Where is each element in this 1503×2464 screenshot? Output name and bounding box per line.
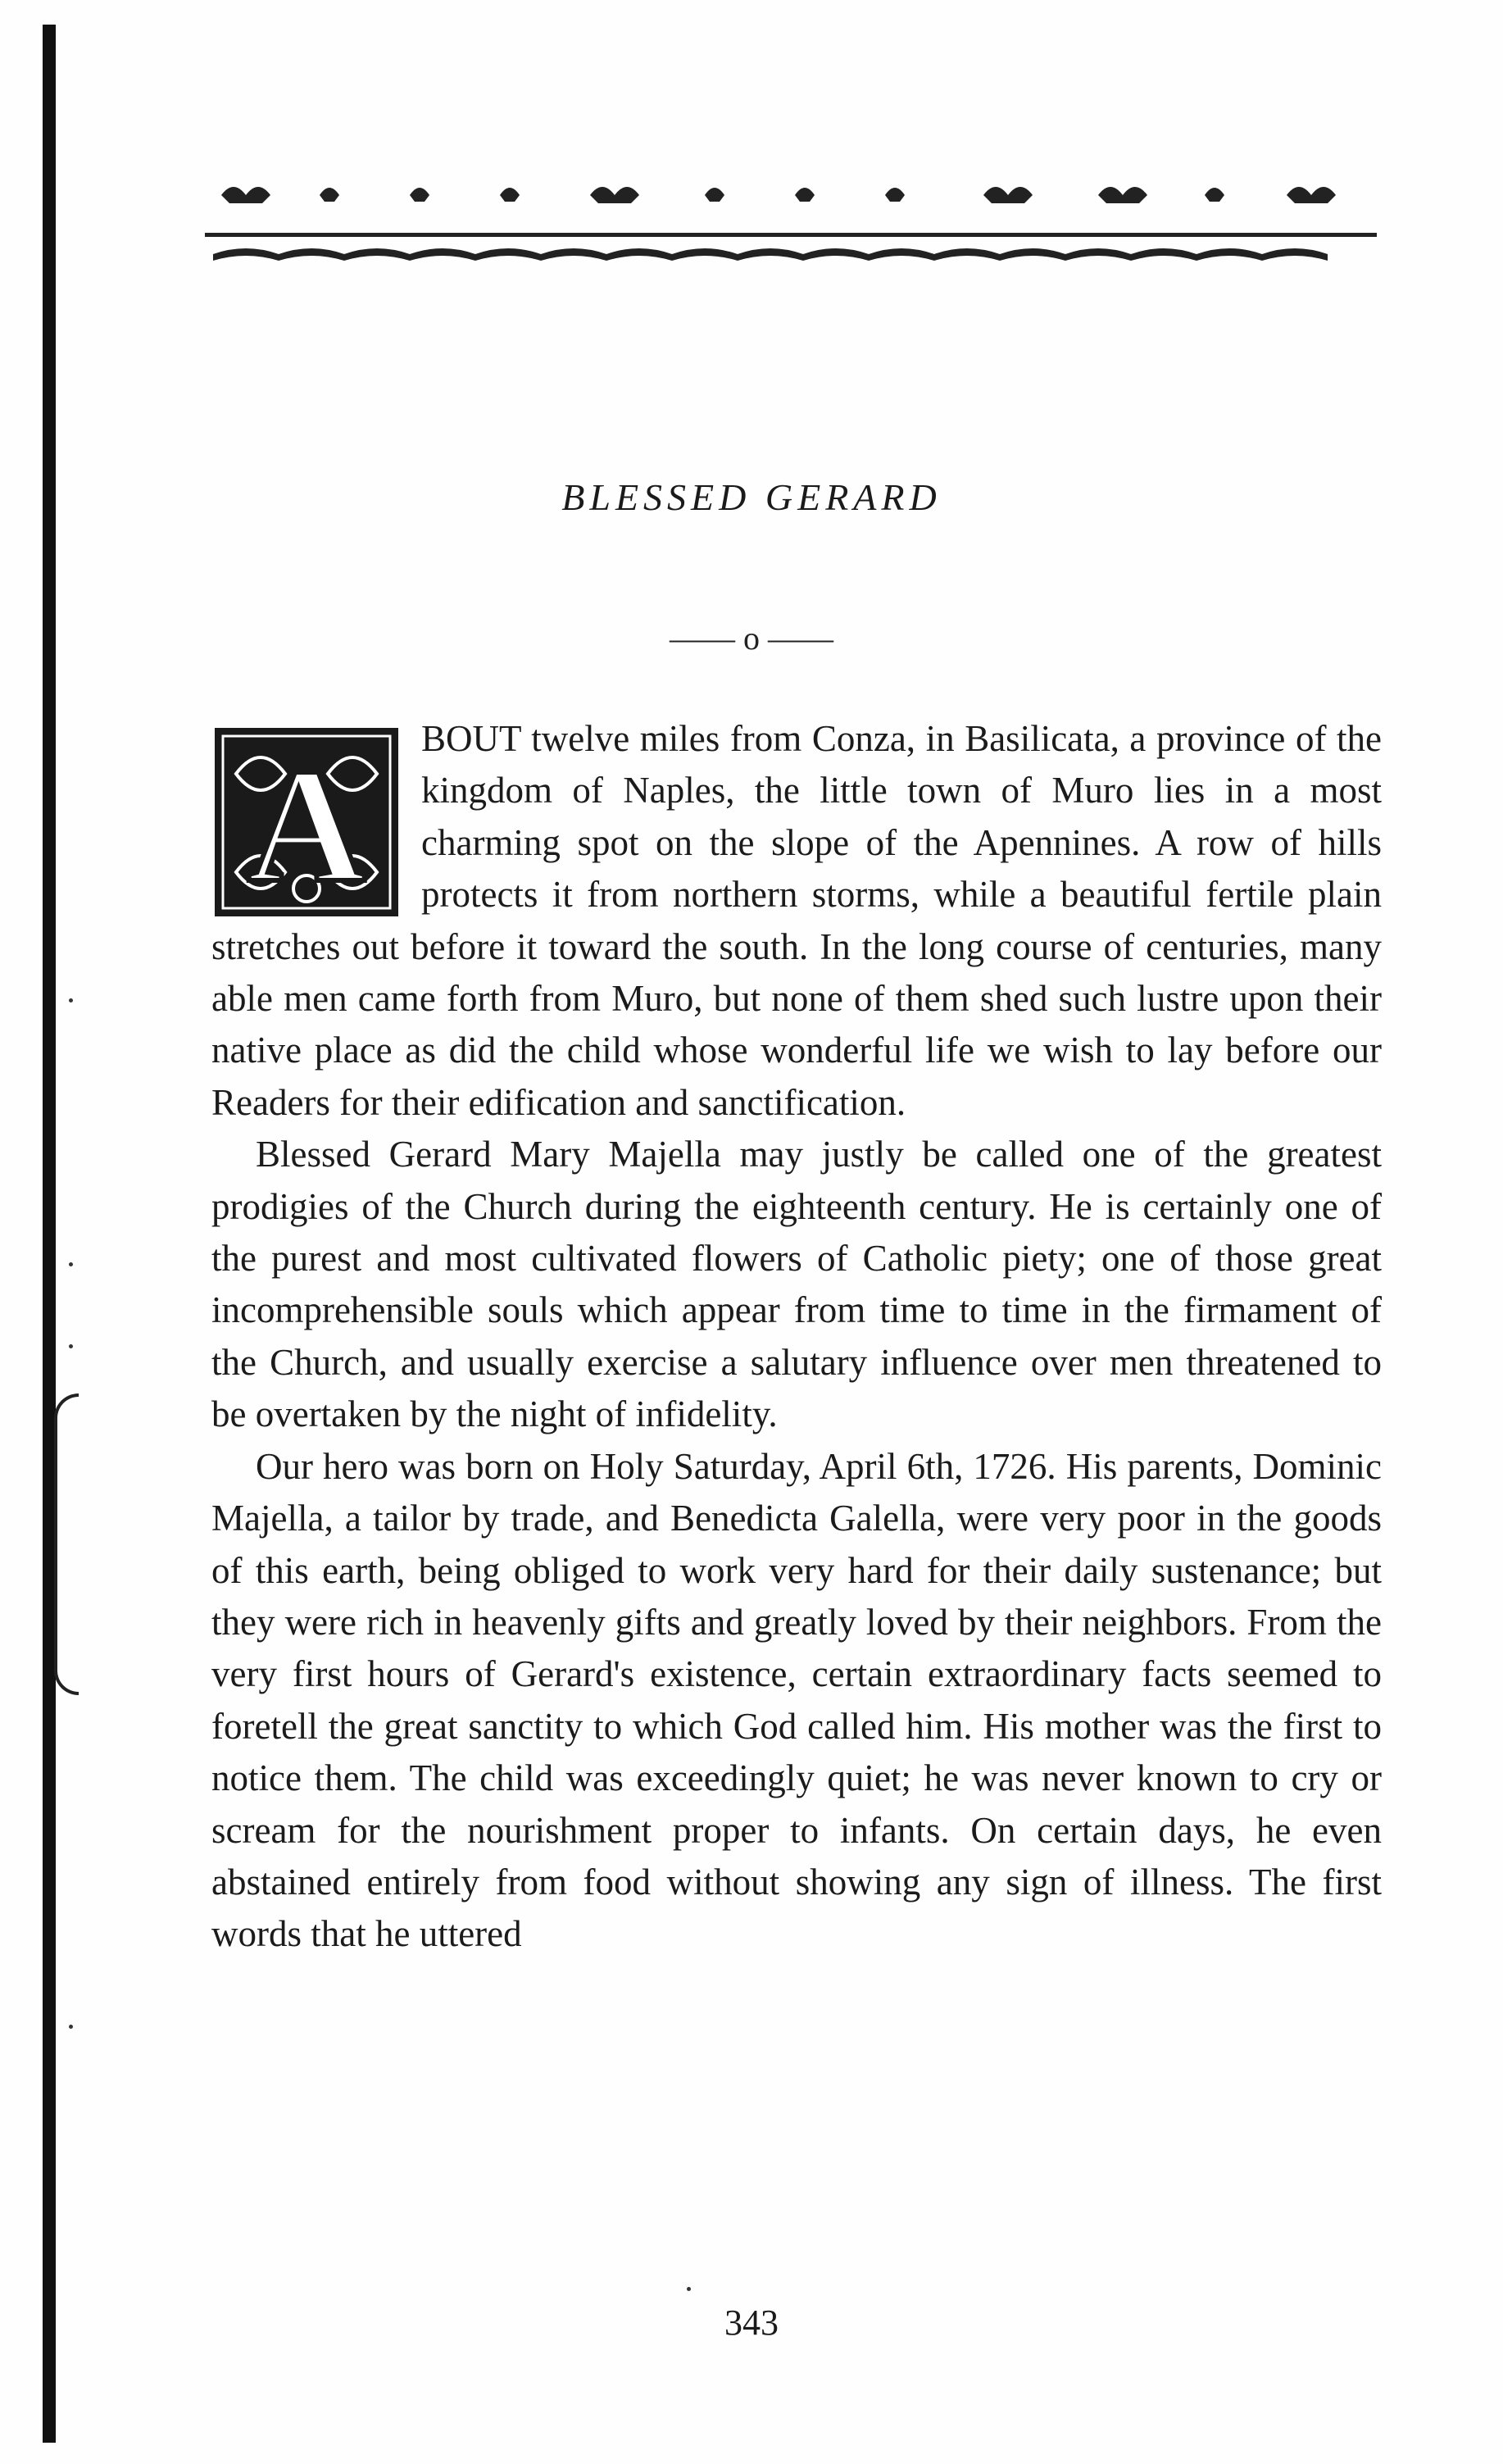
scan-speck [69, 1344, 73, 1348]
decorated-initial [211, 725, 402, 920]
scan-speck [69, 2025, 73, 2029]
scan-speck [69, 998, 73, 1002]
paragraph-3: Our hero was born on Holy Saturday, April 6th, 1726. His parents, Dominic Majella, a tailor by trade, and Benedicta Galella, were very poor in the goods of this earth, being obliged to work very hard for their daily sustenance; but they were rich in heavenly gifts and greatly loved by their neighbors. From the very first hours of Gerard's existence, certain extraordinary facts seemed to foretell the great sanctity to which God called him. His mother was the first to notice them. The child was exceedingly quiet; he was never known to cry or scream for the nourishment proper to infants. On certain days, he even abstained entirely from food without showing any sign of illness. The first words that he uttered [211, 1445, 1382, 1955]
header-ornament [205, 162, 1377, 284]
paragraph-1-text: BOUT twelve miles from Conza, in Basilicata, a province of the kingdom of Naples, the little town of Muro lies in a most charming spot on the slope of the Apennines. A row of hills protects it from northern storms, while a beautiful fertile plain stretches out before it toward the south. In the long course of centuries, many able men came forth from Muro, but none of them shed such lustre upon their native place as did the child whose wonderful life we wish to lay before our Readers for their edification and sanctification. [211, 718, 1382, 1123]
binding-mark [54, 1393, 79, 1695]
scan-speck [687, 2287, 691, 2291]
dropcap-letter: A [247, 735, 366, 916]
paragraph-2: Blessed Gerard Mary Majella may justly be called one of the greatest prodigies of the Church during the eighteenth century. He is certainly one of the purest and most cultivated flowers of Catholic piety; one of those great incomprehensible souls which appear from time to time in the firmament of the Church, and usually exercise a salutary influence over men threatened to be overtaken by the night of infidelity. [211, 1134, 1382, 1435]
page-number: 343 [724, 2303, 779, 2343]
body-text [211, 713, 1382, 1961]
scan-speck [69, 1262, 73, 1266]
title-separator: —— o —— [670, 620, 833, 657]
binding-edge [43, 25, 56, 2443]
paragraph-1 [211, 713, 1382, 1129]
chapter-title: BLESSED GERARD [561, 476, 942, 518]
